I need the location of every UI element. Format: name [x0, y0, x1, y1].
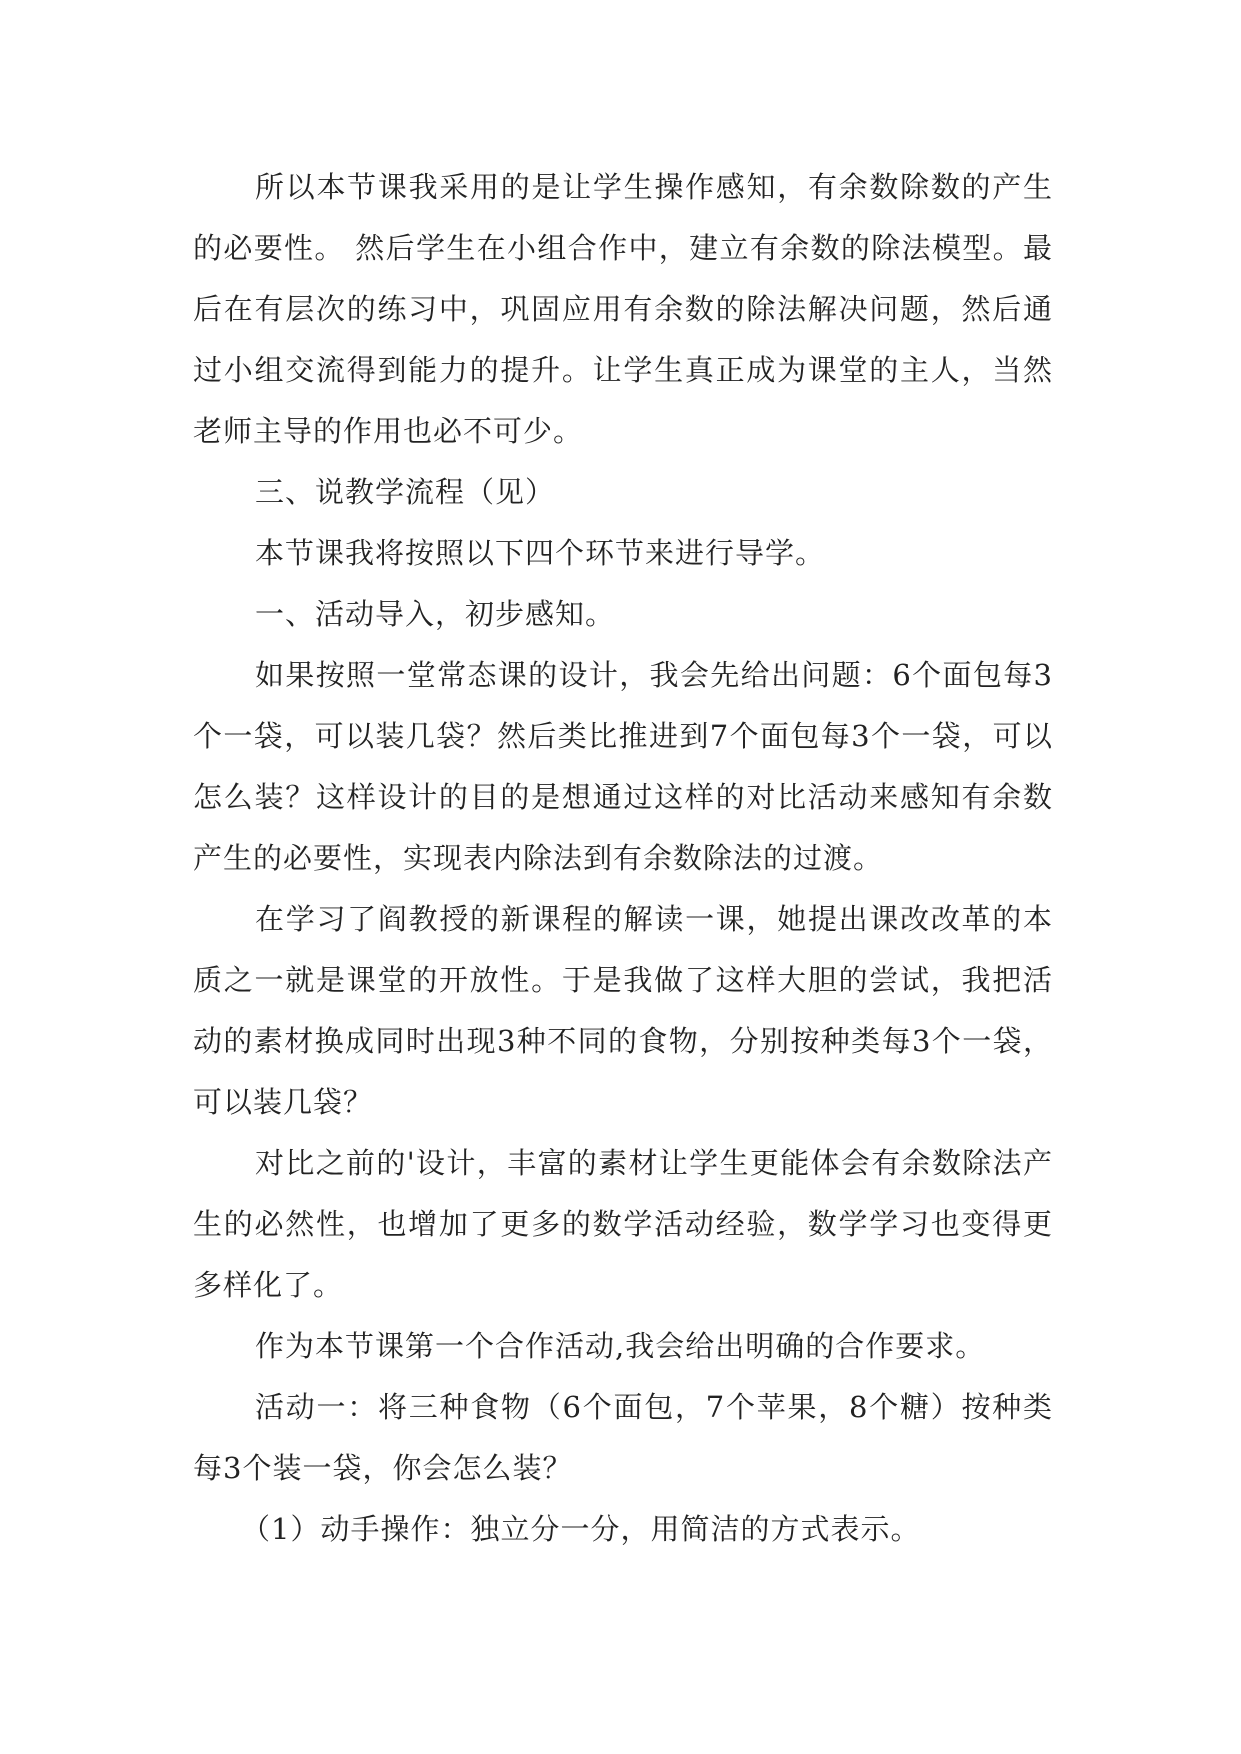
paragraph: 在学习了阎教授的新课程的解读一课，她提出课改改革的本质之一就是课堂的开放性。于是我做了这样大胆的尝试，我把活动的素材换成同时出现3种不同的食物，分别按种类每3个一袋，可以装几袋？ [193, 902, 1053, 1119]
list-item: （1）动手操作：独立分一分，用简洁的方式表示。 [241, 1512, 921, 1546]
paragraph: 活动一：将三种食物（6个面包，7个苹果，8个糖）按种类每3个装一袋，你会怎么装？ [193, 1390, 1053, 1485]
paragraph: 如果按照一堂常态课的设计，我会先给出问题：6个面包每3个一袋，可以装几袋？然后类比推进到7个面包每3个一袋，可以怎么装？这样设计的目的是想通过这样的对比活动来感知有余数产生的必要性，实现表内除法到有余数除法的过渡。 [193, 658, 1053, 875]
document-body [193, 157, 1053, 1560]
section-heading: 一、活动导入，初步感知。 [255, 597, 616, 631]
paragraph: 本节课我将按照以下四个环节来进行导学。 [255, 536, 826, 570]
paragraph: 对比之前的'设计，丰富的素材让学生更能体会有余数除法产生的必然性，也增加了更多的数学活动经验，数学学习也变得更多样化了。 [193, 1146, 1053, 1302]
paragraph: 所以本节课我采用的是让学生操作感知，有余数除数的产生的必要性。 然后学生在小组合作中，建立有余数的除法模型。最后在有层次的练习中，巩固应用有余数的除法解决问题，然后通过小组交流得到能力的提升。让学生真正成为课堂的主人，当然老师主导的作用也必不可少。 [193, 170, 1053, 448]
section-heading: 三、说教学流程（见） [255, 475, 556, 509]
paragraph: 作为本节课第一个合作活动,我会给出明确的合作要求。 [255, 1329, 986, 1363]
